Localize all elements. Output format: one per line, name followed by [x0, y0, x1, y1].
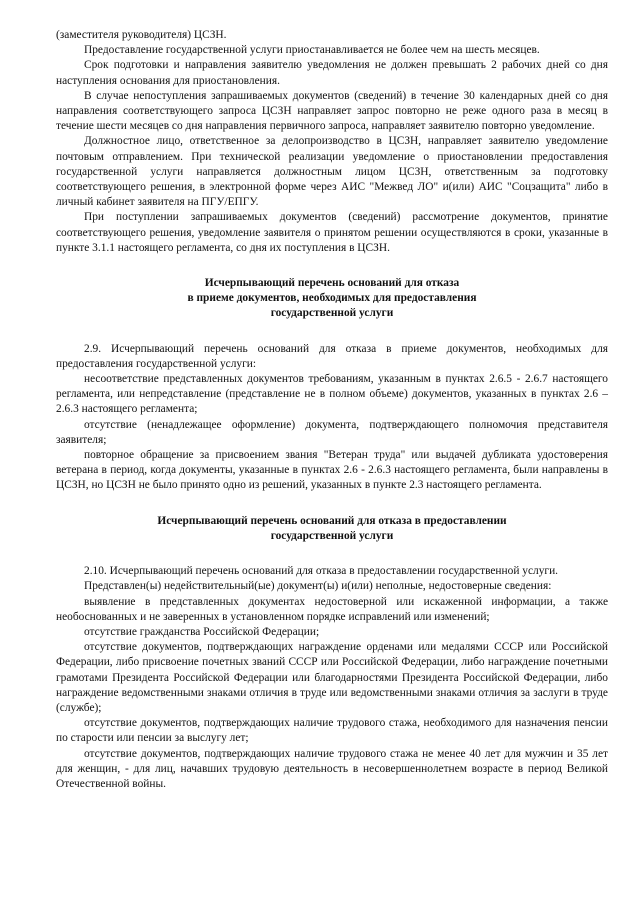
paragraph: Предоставление государственной услуги приостанавливается не более чем на шесть месяцев. — [84, 44, 540, 57]
paragraph: отсутствие документов, подтверждающих наличие трудового стажа, необходимого для назначения пенсии по старости или пенсии за выслугу лет; — [56, 717, 608, 745]
paragraph: Представлен(ы) недействительный(ые) документ(ы) и(или) неполные, недостоверные сведения: — [84, 580, 552, 593]
paragraph: В случае непоступления запрашиваемых документов (сведений) в течение 30 календарных дней со дня направления соответствующего запроса ЦСЗН направляет запрос повторно не реже одного раза в месяц в течение шести месяцев со дня направления первичного запроса, направляет заявителю повторно уведомление. — [56, 89, 608, 133]
paragraph: повторное обращение за присвоением звания "Ветеран труда" или выдачей дубликата удостоверения ветерана в период, когда документы, указанные в пунктах 2.6 - 2.6.3 настоящего регламента, были направлены в ЦСЗН, но ЦСЗН не было принято одно из решений, указанных в пункте 2.3 настоящего регламента. — [56, 449, 608, 492]
paragraph: 2.9. Исчерпывающий перечень оснований для отказа в приеме документов, необходимых для предоставления государственной услуги: — [56, 342, 608, 370]
heading-line: в приеме документов, необходимых для предоставления — [187, 292, 477, 305]
paragraph: (заместителя руководителя) ЦСЗН. — [56, 29, 227, 41]
paragraph: выявление в представленных документах недостоверной или искаженной информации, а также необоснованных и не заверенных в установленном порядке исправлений или изменений; — [56, 595, 608, 623]
heading-line: Исчерпывающий перечень оснований для отказа в предоставлении — [157, 514, 507, 527]
section-heading — [56, 276, 608, 322]
paragraph: отсутствие (ненадлежащее оформление) документа, подтверждающего полномочия представителя заявителя; — [56, 418, 608, 446]
heading-line: государственной услуги — [270, 307, 394, 320]
paragraph: 2.10. Исчерпывающий перечень оснований для отказа в предоставлении государственной услуги. — [84, 565, 559, 578]
heading-line: государственной услуги — [270, 529, 394, 542]
paragraph: При поступлении запрашиваемых документов (сведений) рассмотрение документов, принятие соответствующего решения, уведомление заявителя о принятом решении осуществляются в сроки, указанные в пункте 3.1.1 настоящего регламента, со дня их поступления в ЦСЗН. — [56, 211, 608, 254]
heading-line: Исчерпывающий перечень оснований для отказа — [204, 277, 460, 290]
paragraph: Срок подготовки и направления заявителю уведомления не должен превышать 2 рабочих дней со дня наступления основания для приостановления. — [56, 59, 608, 87]
document-page — [56, 28, 608, 792]
paragraph: несоответствие представленных документов требованиям, указанным в пунктах 2.6.5 - 2.6.7 настоящего регламента, или непредставление (представление не в полном объеме) документов, указанных в пунктах 2.6 – 2.6.3 настоящего регламента; — [56, 373, 608, 416]
paragraph: отсутствие гражданства Российской Федерации; — [84, 625, 320, 638]
section-heading — [56, 514, 608, 544]
paragraph: Должностное лицо, ответственное за делопроизводство в ЦСЗН, направляет заявителю уведомление почтовым отправлением. При технической реализации уведомление о приостановлении предоставления государственной услуги направляется должностным лицом ЦСЗН, ответственным за подготовку соответствующего решения, в электронной форме через АИС "Межвед ЛО" и(или) АИС "Соцзащита" либо в личный кабинет заявителя на ПГУ/ЕПГУ. — [56, 135, 608, 209]
paragraph: отсутствие документов, подтверждающих наличие трудового стажа не менее 40 лет для мужчин и 35 лет для женщин, - для лиц, начавших трудовую деятельность в несовершеннолетнем возрасте в период Великой Отечественной войны. — [56, 747, 608, 790]
paragraph: отсутствие документов, подтверждающих награждение орденами или медалями СССР или Российской Федерации, либо присвоение почетных званий СССР или Российской Федерации, либо награждение почетными грамотами Президента Российской Федерации или благодарностями Президента Российской Федерации, либо награждение ведомственными знаками отличия в труде или ведомственными знаками отличия за заслуги в труде (службе); — [56, 641, 608, 714]
